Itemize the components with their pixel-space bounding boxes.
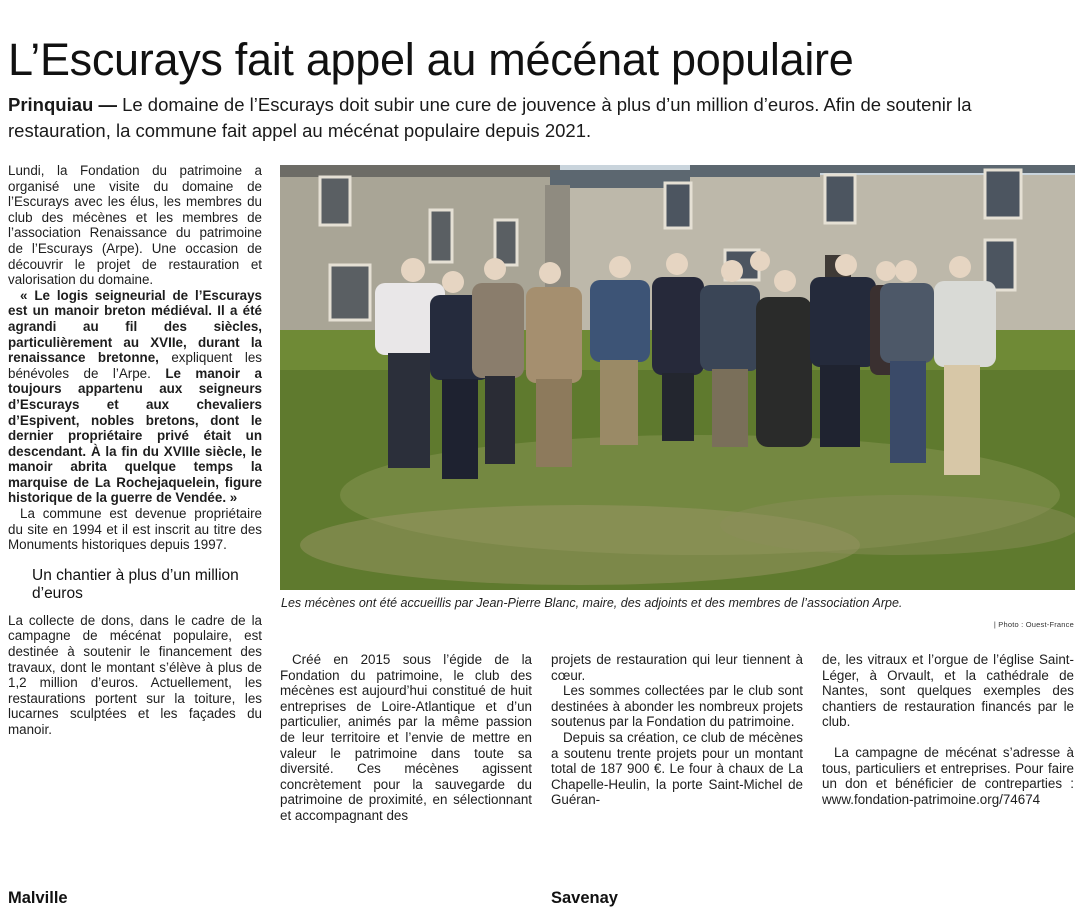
group-photo-illustration [280, 165, 1075, 590]
paragraph: La campagne de mécénat s’adresse à tous, particuliers et entreprises. Pour faire un don et bénéficier de contreparties : www.fondation-patrimoine.org/74674 [822, 744, 1074, 807]
quote-attribution: expliquent les bénévoles de l’Arpe. [8, 350, 262, 381]
paragraph: de, les vitraux et l’orgue de l’église Saint-Léger, à Orvault, et la cathédrale de Nantes, sont quelques exemples des chantiers de restauration financés par le club. [822, 652, 1074, 730]
chapeau-text: Le domaine de l’Escurays doit subir une cure de jouvence à plus d’un million d’euros. Afin de soutenir la restauration, la commune fait appel au mécénat populaire depuis 2021. [8, 94, 972, 141]
group-photo [280, 165, 1075, 590]
paragraph: La commune est devenue propriétaire du site en 1994 et il est inscrit au titre des Monuments historiques depuis 1997. [8, 506, 262, 553]
section-heading-savenay: Savenay [551, 889, 618, 907]
paragraph: Créé en 2015 sous l’égide de la Fondation du patrimoine, le club des mécènes est aujourd’hui constitué de huit entreprises de Loire-Atlantique et d’un particulier, animés par la même passion de leur territoire et l’envie de mettre en valeur le patrimoine dans toute sa diversité. Ces mécènes agissent concrètement pour la sauvegarde du patrimoine de proximité, en sélectionnant et accompagnant des [280, 652, 532, 823]
subheading: Un chantier à plus d’un million d’euros [32, 566, 239, 602]
article-column-1 [8, 163, 262, 738]
chapeau [8, 92, 1072, 144]
quote-part-a: « Le logis seigneurial de l’Escurays est un manoir breton médiéval. Il a été agrandi au fil des siècles, particulièrement au XVIIe, durant la renaissance bretonne, [8, 287, 262, 366]
paragraph: La collecte de dons, dans le cadre de la campagne de mécénat populaire, est destinée à soutenir le financement des travaux, dont le montant s’élève à plus de 1,2 million d’euros. Actuellement, les restaurations portent sur la toiture, les lucarnes sculptées et les façades du manoir. [8, 612, 262, 737]
paragraph: projets de restauration qui leur tiennent à cœur. [551, 652, 803, 683]
section-heading-malville: Malville [8, 889, 68, 907]
dateline-place: Prinquiau — [8, 94, 117, 115]
paragraph: Lundi, la Fondation du patrimoine a organisé une visite du domaine de l’Escurays avec les élus, les membres du club des mécènes et les membres de l’association Renaissance du patrimoine de l’Escurays (Arpe). Une occasion de découvrir le projet de restauration et valorisation du domaine. [8, 163, 262, 288]
quote-paragraph [8, 288, 262, 506]
photo-credit: | Photo : Ouest-France [993, 620, 1074, 629]
article-column-3 [551, 652, 803, 808]
paragraph: Depuis sa création, ce club de mécènes a soutenu trente projets pour un montant total de 187 900 €. Le four à chaux de La Chapelle-Heulin, la porte Saint-Michel de Guéran- [551, 729, 803, 808]
article-column-2 [280, 652, 532, 824]
article-column-4 [822, 652, 1074, 807]
headline: L’Escurays fait appel au mécénat populaire [8, 34, 854, 85]
quote-part-b: Le manoir a toujours appartenu aux seigneurs d’Escurays et aux chevaliers d’Espivent, nobles bretons, dont le dernier propriétaire privé était un descendant. À la fin du XVIIIe siècle, le manoir abrita quelque temps la marquise de La Rochejaquelein, figure historique de la guerre de Vendée. » [8, 365, 262, 506]
paragraph: Les sommes collectées par le club sont destinées à abonder les nombreux projets soutenus par la Fondation du patrimoine. [551, 683, 803, 730]
photo-caption: Les mécènes ont été accueillis par Jean-Pierre Blanc, maire, des adjoints et des membres de l’association Arpe. [281, 596, 903, 610]
